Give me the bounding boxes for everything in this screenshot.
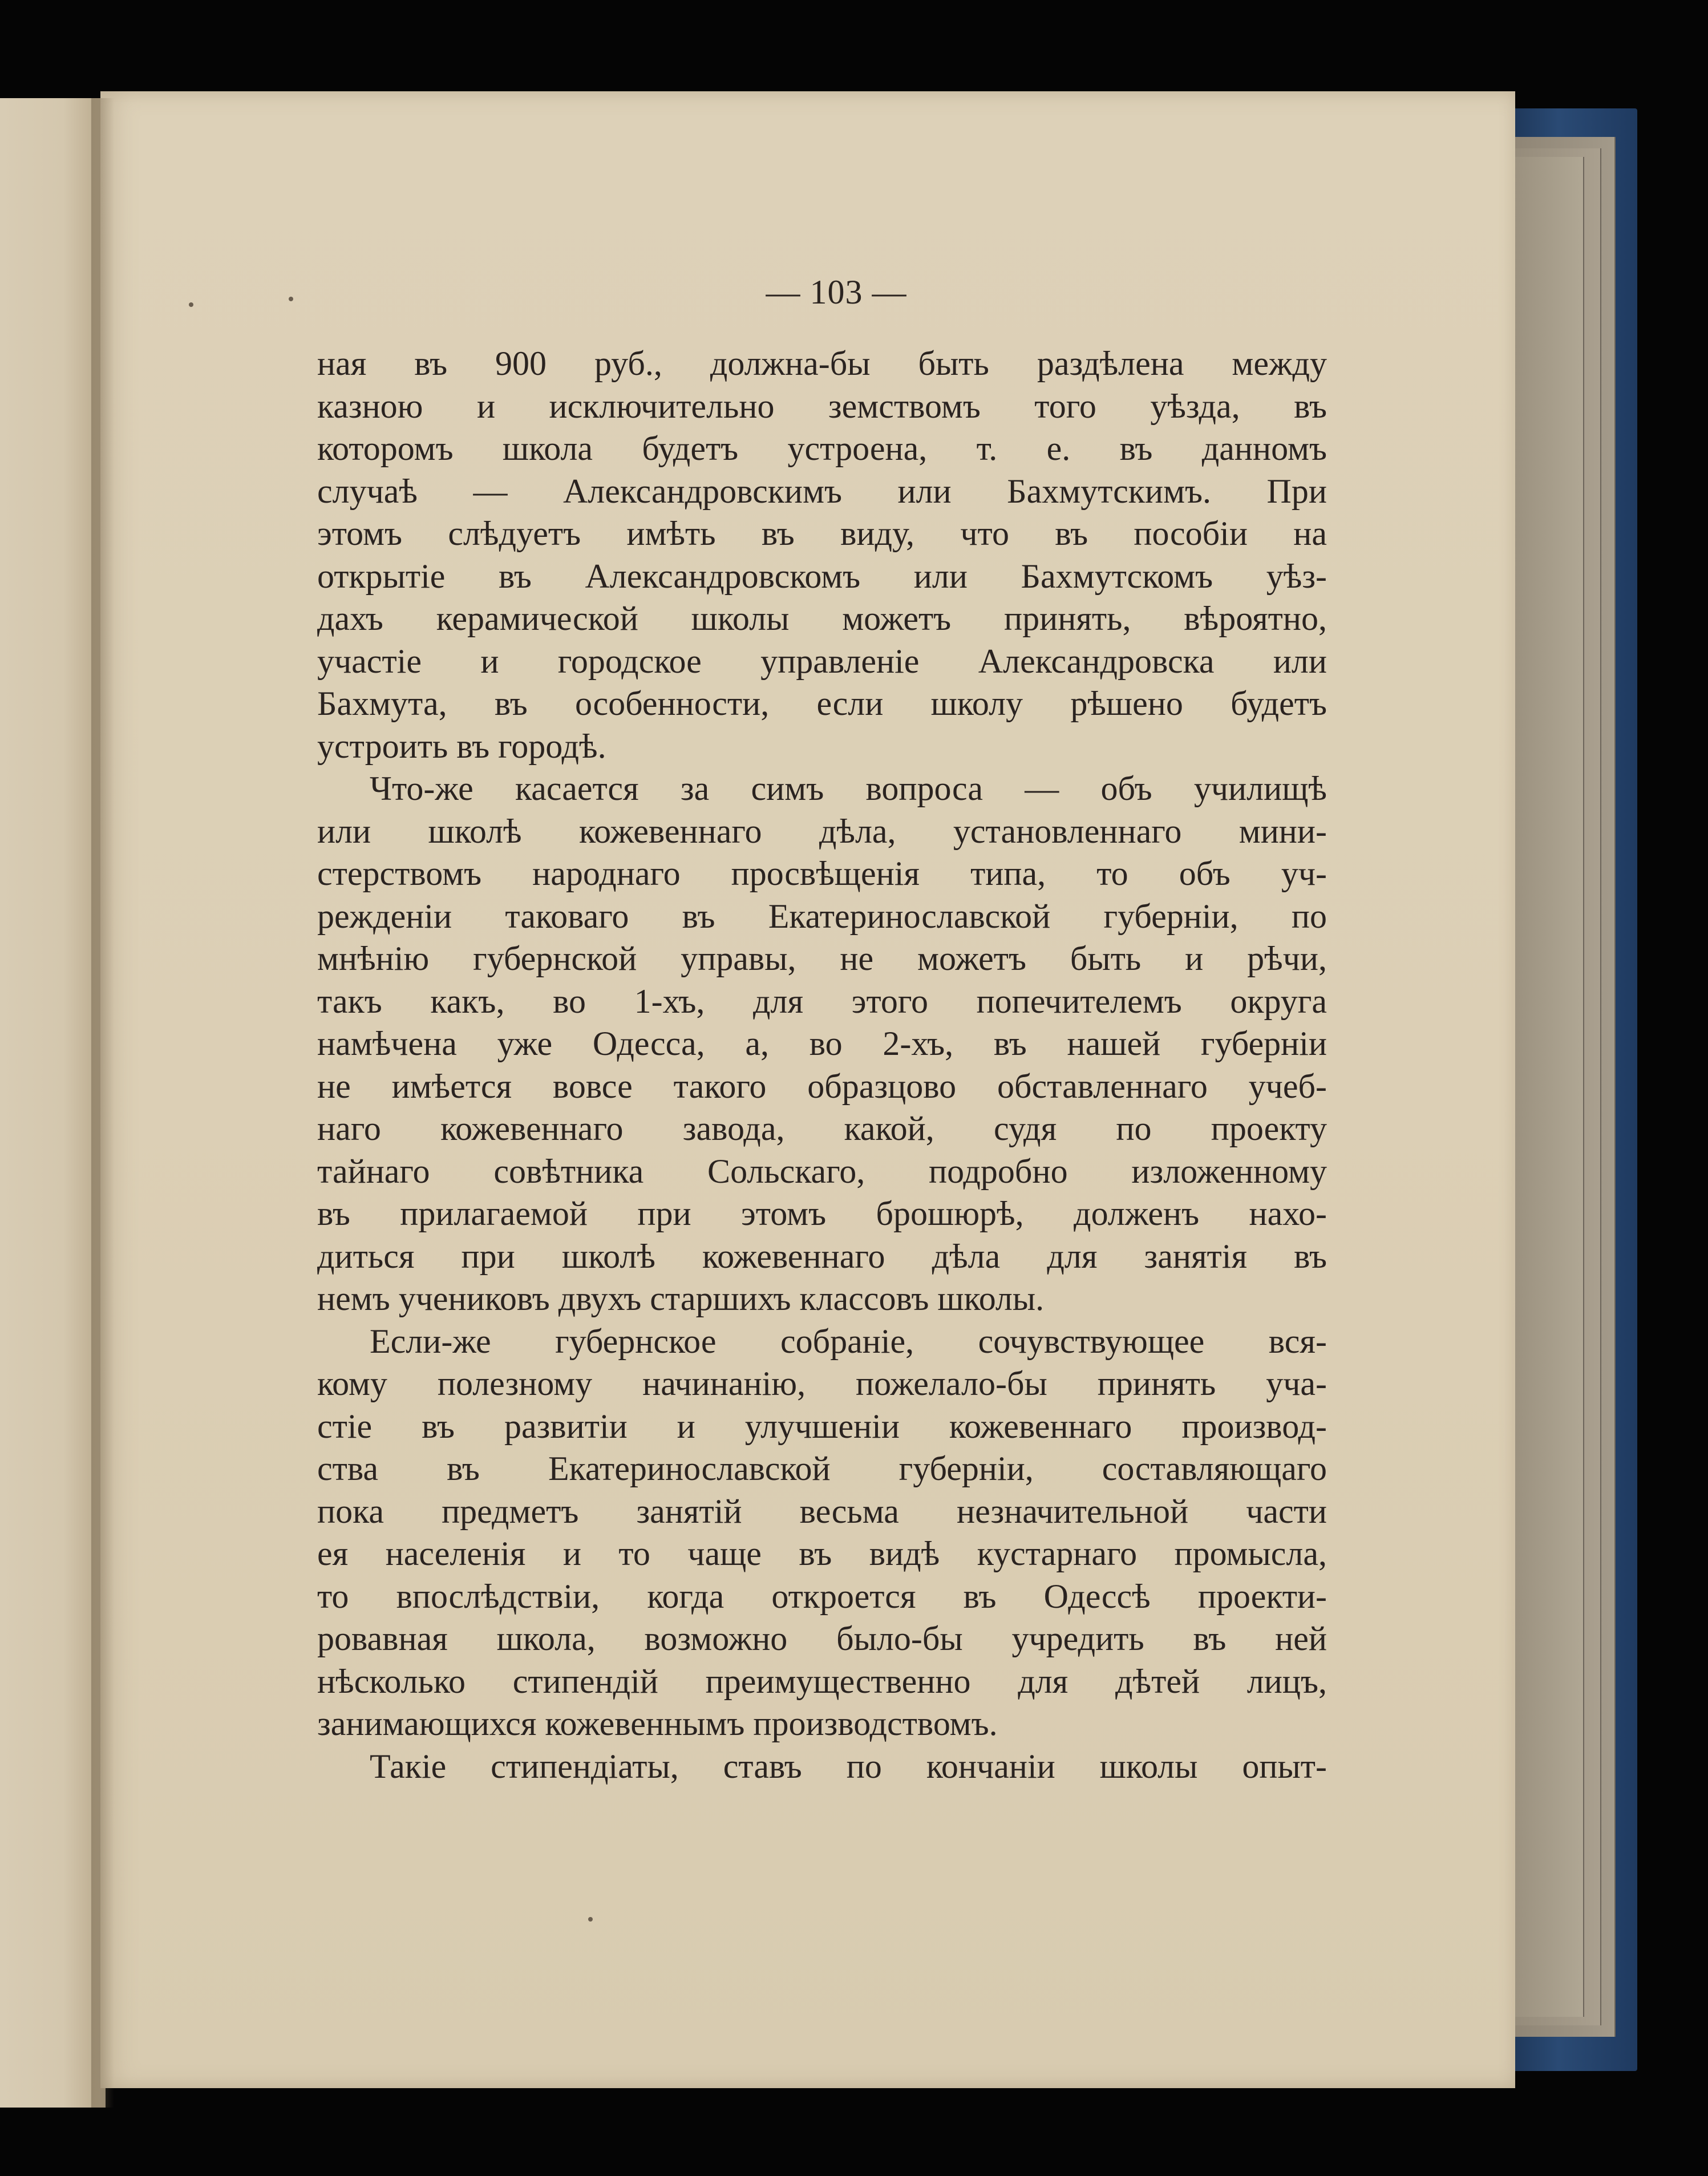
text-line: Что-же касается за симъ вопроса — объ училищѣ xyxy=(370,770,1327,807)
left-facing-page xyxy=(0,98,106,2108)
page-number: — 103 — xyxy=(766,273,907,311)
text-line: не имѣется вовсе такого образцово обставленнаго учеб- xyxy=(317,1067,1327,1105)
text-line: кому полезному начинанію, пожелало-бы принять уча- xyxy=(317,1365,1327,1402)
text-line: тайнаго совѣтника Сольскаго, подробно изложенному xyxy=(317,1152,1327,1190)
text-line: занимающихся кожевеннымъ производствомъ. xyxy=(317,1705,998,1742)
paper-speck xyxy=(189,302,193,307)
text-line: намѣчена уже Одесса, а, во 2-хъ, въ нашей губерніи xyxy=(317,1025,1327,1062)
text-line: ства въ Екатеринославской губерніи, составляющаго xyxy=(317,1450,1327,1487)
text-line: Если-же губернское собраніе, сочувствующее вся- xyxy=(370,1322,1327,1360)
text-line: стерствомъ народнаго просвѣщенія типа, то объ уч- xyxy=(317,855,1327,892)
text-line: режденіи таковаго въ Екатеринославской губерніи, по xyxy=(317,897,1327,935)
text-line: стіе въ развитіи и улучшеніи кожевеннаго производ- xyxy=(317,1407,1327,1445)
book-page xyxy=(100,91,1515,2088)
text-line: Такіе стипендіаты, ставъ по кончаніи школы опыт- xyxy=(370,1747,1327,1785)
paper-speck xyxy=(289,297,293,301)
text-line: участіе и городское управленіе Александровска или xyxy=(317,642,1327,680)
text-line: устроить въ городѣ. xyxy=(317,727,606,765)
text-line: Бахмута, въ особенности, если школу рѣшено будетъ xyxy=(317,685,1327,722)
text-line: мнѣнію губернской управы, не можетъ быть и рѣчи, xyxy=(317,940,1327,977)
text-line: въ прилагаемой при этомъ брошюрѣ, долженъ нахо- xyxy=(317,1195,1327,1232)
text-line: ея населенія и то чаще въ видѣ кустарнаго промысла, xyxy=(317,1535,1327,1572)
text-line: открытіе въ Александровскомъ или Бахмутскомъ уѣз- xyxy=(317,557,1327,595)
text-line: наго кожевеннаго завода, какой, судя по проекту xyxy=(317,1110,1327,1147)
text-line: казною и исключительно земствомъ того уѣзда, въ xyxy=(317,387,1327,425)
text-line: диться при школѣ кожевеннаго дѣла для занятія въ xyxy=(317,1237,1327,1275)
text-line: нѣсколько стипендій преимущественно для дѣтей лицъ, xyxy=(317,1662,1327,1700)
text-line: ная въ 900 руб., должна-бы быть раздѣлена между xyxy=(317,345,1327,382)
page-gutter-shadow xyxy=(91,98,114,2108)
text-line: которомъ школа будетъ устроена, т. е. въ данномъ xyxy=(317,430,1327,467)
text-line: такъ какъ, во 1-хъ, для этого попечителемъ округа xyxy=(317,982,1327,1020)
text-line: то впослѣдствіи, когда откроется въ Одессѣ проекти- xyxy=(317,1577,1327,1615)
page-stack-edge xyxy=(1515,157,1584,2017)
paper-speck xyxy=(588,1917,593,1922)
page-body-text xyxy=(317,342,1327,1787)
text-line: случаѣ — Александровскимъ или Бахмутскимъ. При xyxy=(317,472,1327,510)
text-line: ровавная школа, возможно было-бы учредить въ ней xyxy=(317,1620,1327,1657)
text-line: этомъ слѣдуетъ имѣть въ виду, что въ пособіи на xyxy=(317,515,1327,552)
text-line: дахъ керамической школы можетъ принять, вѣроятно, xyxy=(317,600,1327,637)
text-line: пока предметъ занятій весьма незначительной части xyxy=(317,1492,1327,1530)
text-line: немъ учениковъ двухъ старшихъ классовъ школы. xyxy=(317,1280,1045,1317)
text-line: или школѣ кожевеннаго дѣла, установленнаго мини- xyxy=(317,812,1327,850)
